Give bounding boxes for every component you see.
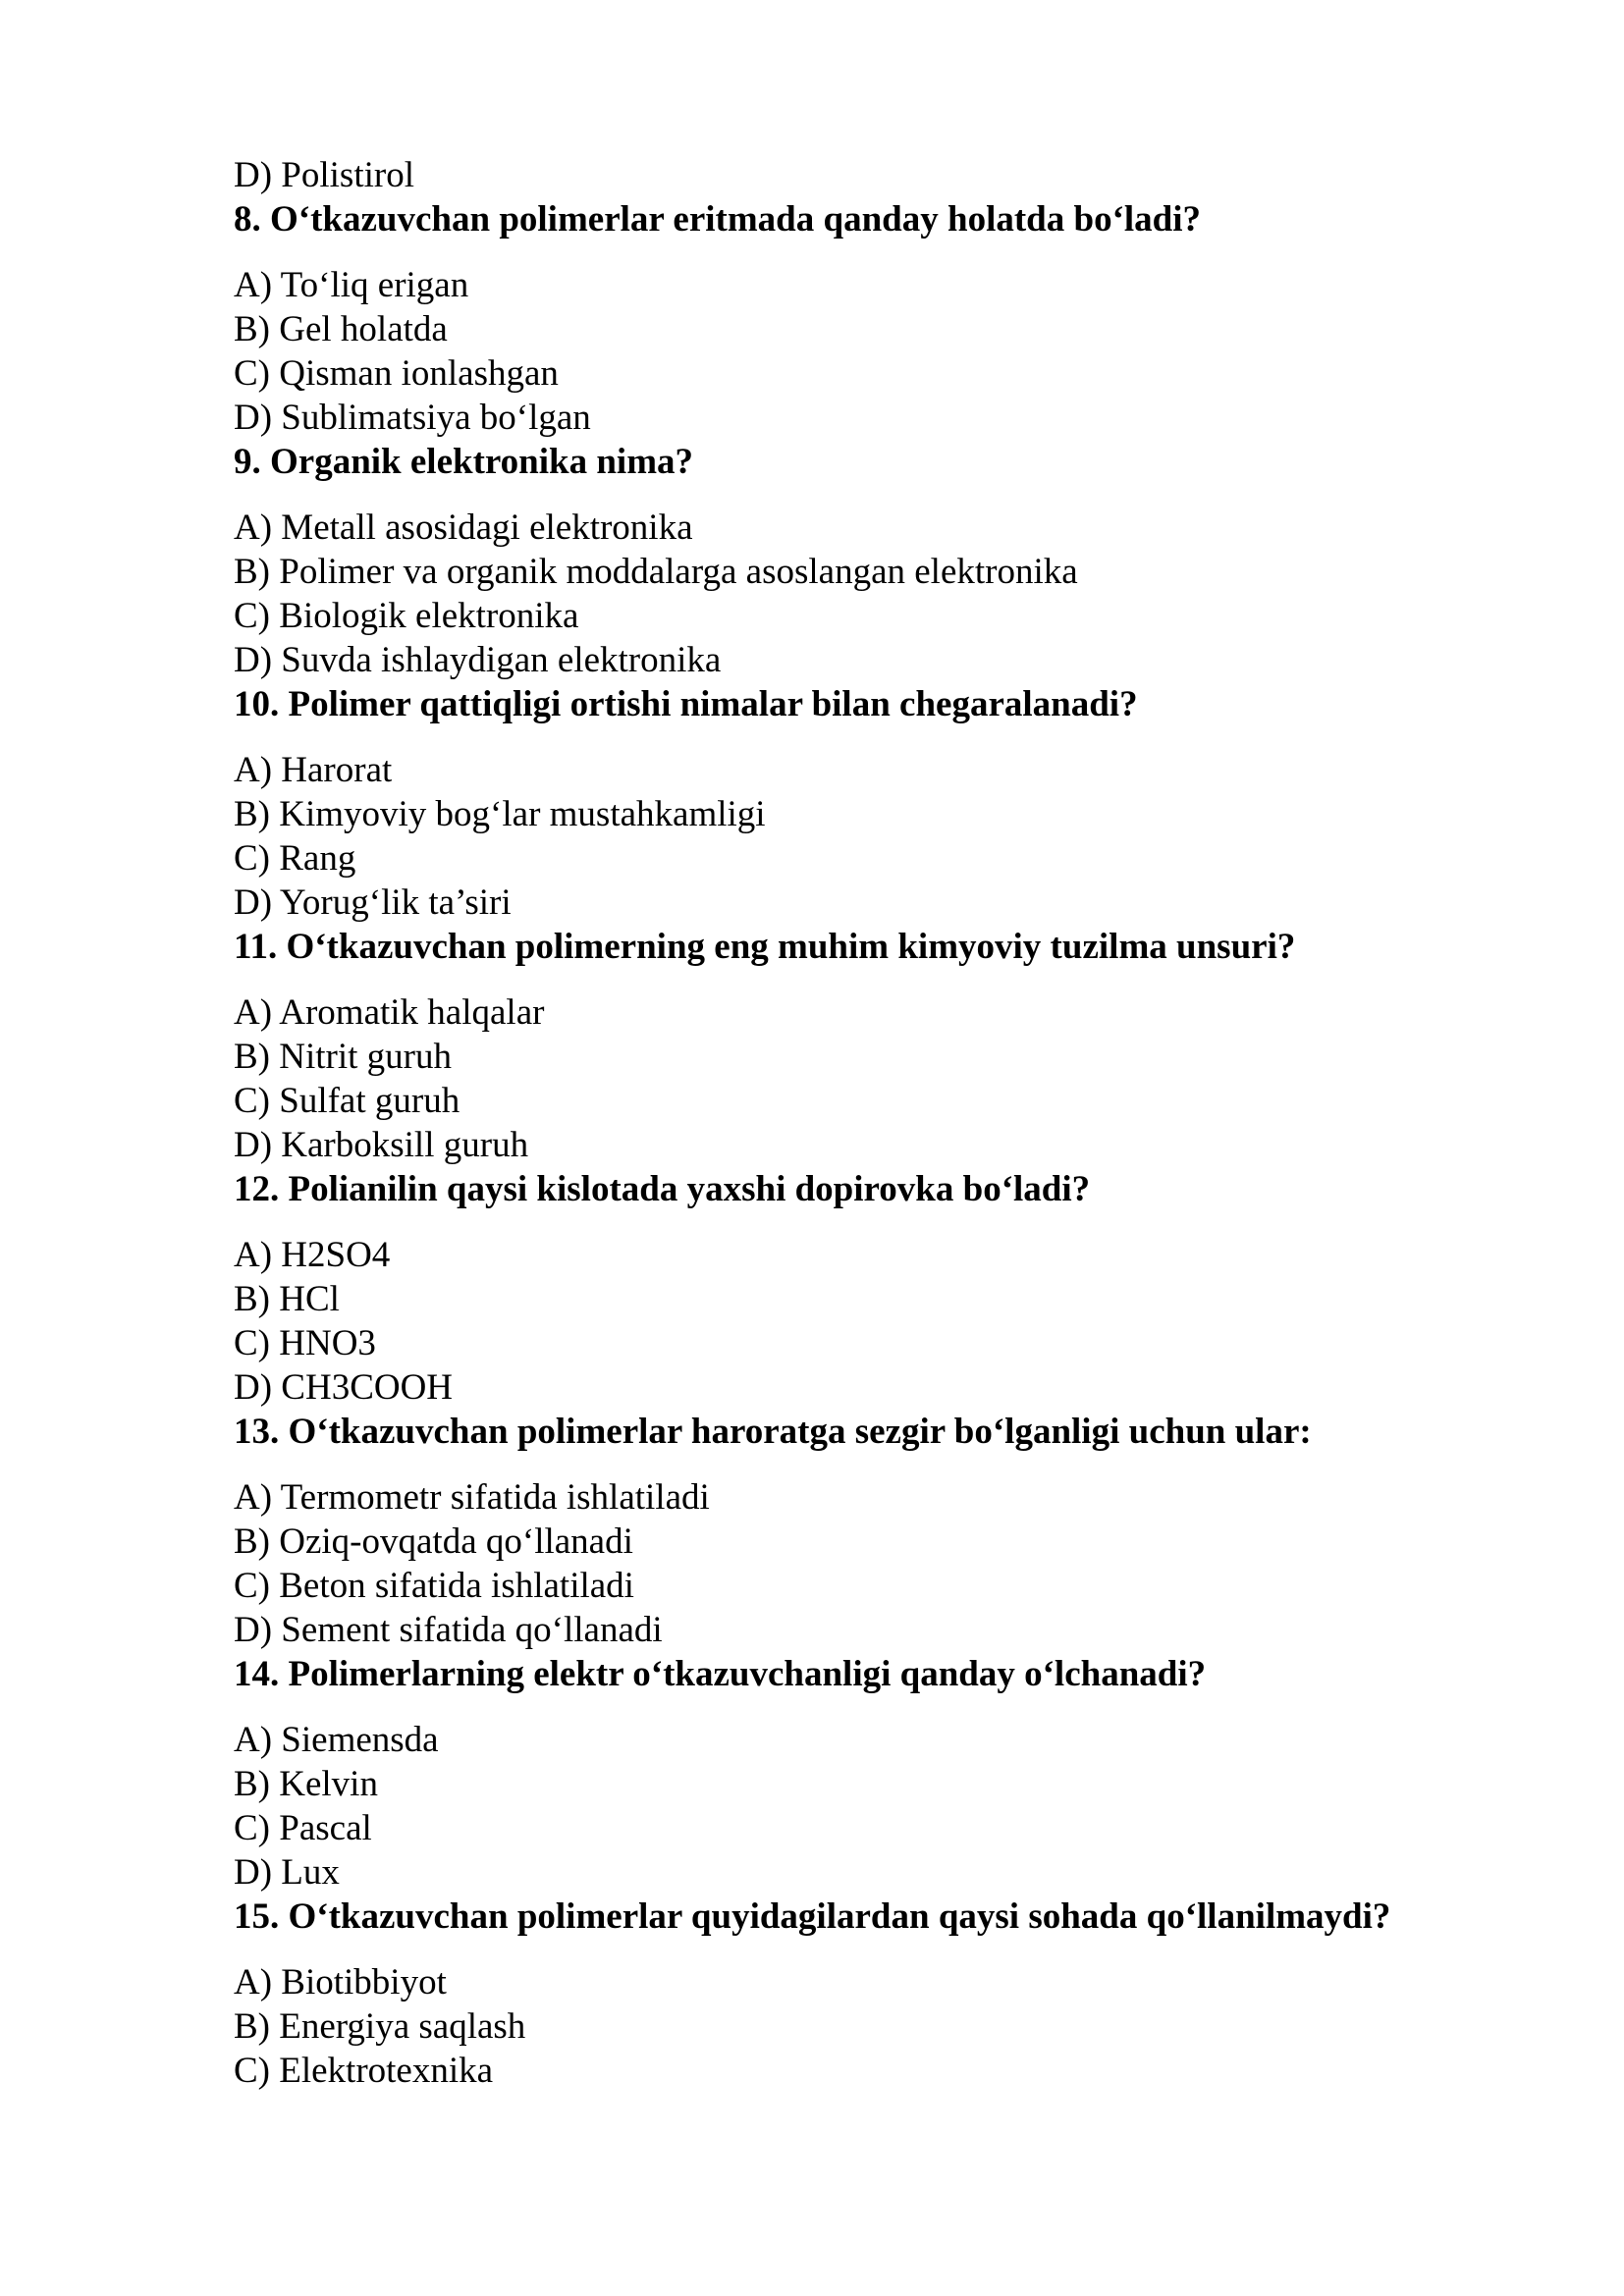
option-line: C) Pascal xyxy=(234,1808,372,1848)
option-line: B) Kelvin xyxy=(234,1764,378,1804)
document-page xyxy=(234,153,1510,2093)
option-line: D) Sement sifatida qo‘llanadi xyxy=(234,1610,663,1650)
option-line: D) Sublimatsiya bo‘lgan xyxy=(234,398,591,438)
option-line: A) Biotibbiyot xyxy=(234,1962,447,2002)
option-line: B) Kimyoviy bog‘lar mustahkamligi xyxy=(234,794,766,834)
question-block xyxy=(234,1167,1510,1410)
option-line: B) Oziq-ovqatda qo‘llanadi xyxy=(234,1522,633,1562)
option-line: C) Elektrotexnika xyxy=(234,2051,494,2091)
option-line: C) Qisman ionlashgan xyxy=(234,353,559,394)
question-text: 12. Polianilin qaysi kislotada yaxshi dopirovka bo‘ladi? xyxy=(234,1169,1091,1209)
option-line: B) Nitrit guruh xyxy=(234,1037,452,1077)
option-line: A) Termometr sifatida ishlatiladi xyxy=(234,1477,710,1518)
option-line: D) Polistirol xyxy=(234,155,414,195)
option-line: A) Aromatik halqalar xyxy=(234,992,545,1033)
option-line: C) Rang xyxy=(234,838,356,879)
option-line: A) Metall asosidagi elektronika xyxy=(234,507,693,548)
option-line: A) To‘liq erigan xyxy=(234,265,469,305)
question-text: 8. O‘tkazuvchan polimerlar eritmada qanday holatda bo‘ladi? xyxy=(234,199,1202,240)
option-line: C) Sulfat guruh xyxy=(234,1081,460,1121)
question-block xyxy=(234,197,1510,440)
question-text: 13. O‘tkazuvchan polimerlar haroratga sezgir bo‘lganligi uchun ular: xyxy=(234,1412,1312,1452)
option-line: C) HNO3 xyxy=(234,1323,376,1363)
option-line: D) CH3COOH xyxy=(234,1367,454,1408)
option-line: B) Gel holatda xyxy=(234,309,448,349)
question-text: 9. Organik elektronika nima? xyxy=(234,442,694,482)
option-line: D) Yorug‘lik ta’siri xyxy=(234,882,512,923)
question-text: 10. Polimer qattiqligi ortishi nimalar bilan chegaralanadi? xyxy=(234,684,1138,724)
option-line: A) H2SO4 xyxy=(234,1235,391,1275)
option-line: D) Karboksill guruh xyxy=(234,1125,529,1165)
option-line: D) Suvda ishlaydigan elektronika xyxy=(234,640,722,680)
option-line: B) HCl xyxy=(234,1279,340,1319)
option-line: C) Biologik elektronika xyxy=(234,596,579,636)
question-block xyxy=(234,1410,1510,1652)
question-block xyxy=(234,1652,1510,1895)
question-text: 15. O‘tkazuvchan polimerlar quyidagilardan qaysi sohada qo‘llanilmaydi? xyxy=(234,1896,1391,1937)
question-text: 11. O‘tkazuvchan polimerning eng muhim kimyoviy tuzilma unsuri? xyxy=(234,927,1296,967)
option-line: A) Harorat xyxy=(234,750,393,790)
option-line: A) Siemensda xyxy=(234,1720,439,1760)
option-line: B) Polimer va organik moddalarga asoslangan elektronika xyxy=(234,552,1078,592)
option-line: D) Lux xyxy=(234,1852,340,1893)
question-block xyxy=(234,440,1510,682)
question-block xyxy=(234,925,1510,1167)
question-text: 14. Polimerlarning elektr o‘tkazuvchanligi qanday o‘lchanadi? xyxy=(234,1654,1207,1694)
option-line: C) Beton sifatida ishlatiladi xyxy=(234,1566,634,1606)
option-line: B) Energiya saqlash xyxy=(234,2006,526,2047)
question-block xyxy=(234,682,1510,925)
question-block xyxy=(234,1895,1510,2093)
